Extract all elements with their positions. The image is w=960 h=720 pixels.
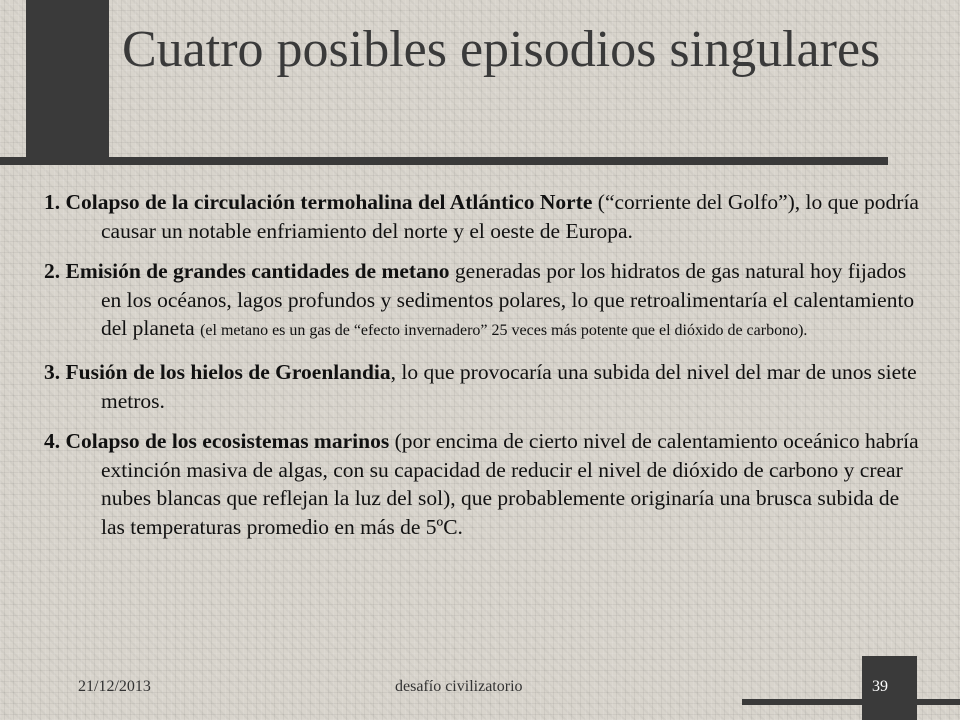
title-decoration-vertical-bar — [26, 0, 109, 164]
title-decoration-horizontal-bar — [0, 157, 888, 165]
item-4-heading: 4. Colapso de los ecosistemas marinos — [44, 429, 390, 454]
footer-decoration-horizontal-bar — [742, 699, 960, 705]
item-2-heading: 2. Emisión de grandes cantidades de metano — [44, 259, 450, 284]
item-3-heading: 3. Fusión de los hielos de Groenlandia — [44, 359, 391, 384]
list-item-3 — [44, 358, 924, 415]
list-item-4 — [44, 427, 924, 541]
item-1-heading: 1. Colapso de la circulación termohalina del Atlántico Norte — [44, 190, 593, 214]
footer-title: desafío civilizatorio — [395, 678, 523, 695]
footer-date: 21/12/2013 — [78, 678, 151, 695]
list-item-1 — [44, 188, 924, 245]
item-2-note: (el metano es un gas de “efecto invernadero” 25 veces más potente que el dióxido de carbono). — [200, 322, 808, 340]
page-number: 39 — [872, 678, 888, 695]
slide-title: Cuatro posibles episodios singulares — [122, 21, 881, 78]
list-item-2 — [44, 257, 924, 346]
item-3-text: , lo que provocaría una subida del nivel del mar de unos siete metros. — [101, 359, 917, 413]
item-2-text: generadas por los hidratos de gas natural hoy fijados en los océanos, lagos profundos y sedimentos polares, lo que retroalimentaría el calentamiento del planeta — [101, 259, 915, 341]
item-1-text: (“corriente del Golfo”), lo que podría causar un notable enfriamiento del norte y el oeste de Europa. — [101, 190, 919, 243]
slide-content — [44, 188, 924, 554]
item-4-text: (por encima de cierto nivel de calentamiento oceánico habría extinción masiva de algas, con su capacidad de reducir el nivel de dióxido de carbono y crear nubes blancas que reflejan la luz del sol), que probablemente originaría una brusca subida de las temperaturas promedio en más de 5ºC. — [101, 429, 919, 539]
